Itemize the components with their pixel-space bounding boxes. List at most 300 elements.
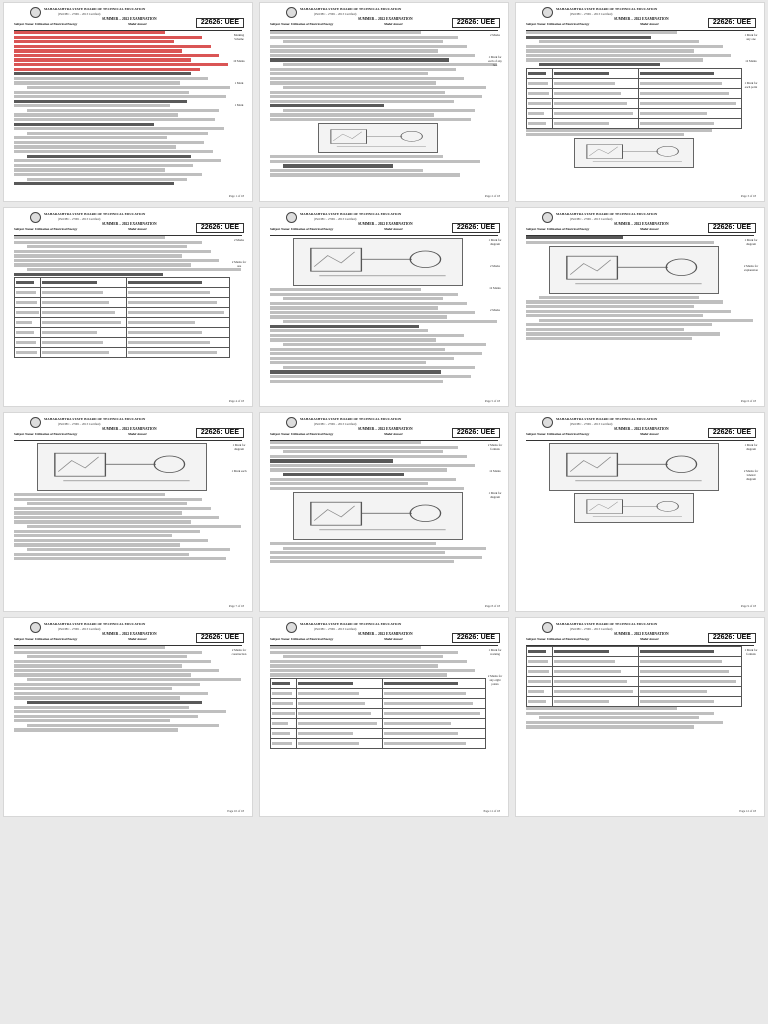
answer-text-line [270, 646, 421, 649]
question-heading-line [14, 100, 187, 103]
table-row [15, 308, 230, 318]
table-cell [126, 338, 229, 348]
cell-text-line [528, 112, 544, 115]
table-row [527, 647, 742, 657]
certification: (ISO/IEC - 27001 - 2013 Certified) [58, 12, 101, 16]
answer-text-line [14, 543, 180, 546]
answer-text-line [270, 311, 475, 314]
question-heading-line [270, 325, 419, 328]
cell-text-line [528, 650, 546, 653]
cell-text-line [272, 692, 292, 695]
table-row [15, 288, 230, 298]
board-name: MAHARASHTRA STATE BOARD OF TECHNICAL EDUCATION [300, 417, 402, 421]
table-cell [638, 647, 741, 657]
answer-text-line [526, 241, 714, 244]
table-row [271, 679, 486, 689]
table-cell [126, 288, 229, 298]
table-cell [15, 318, 41, 328]
page-body [14, 31, 230, 191]
diagram-figure [574, 138, 695, 168]
table-cell [271, 719, 297, 729]
table-row [527, 657, 742, 667]
answer-text-line [14, 54, 219, 57]
table-cell [271, 699, 297, 709]
page-header [10, 416, 246, 438]
table-cell [15, 278, 41, 288]
table-cell [15, 328, 41, 338]
table-cell [271, 739, 297, 749]
answer-text-line [539, 319, 753, 322]
answer-text-line [270, 45, 467, 48]
answer-text-line [283, 297, 443, 300]
page-number: Page 2 of 18 [484, 194, 500, 198]
marks-column [742, 648, 760, 674]
answer-text-line [14, 58, 191, 61]
model-answer-label: Model Answer [640, 22, 659, 26]
answer-text-line [14, 660, 211, 663]
page-body [526, 441, 742, 601]
answer-text-line [14, 63, 228, 66]
question-heading-line [14, 123, 154, 126]
subject-name: Subject Name: Utilization of Electrical Energy [14, 637, 78, 641]
cell-text-line [554, 690, 633, 693]
answer-text-line [526, 725, 694, 728]
table-row [271, 729, 486, 739]
table-cell [638, 687, 741, 697]
model-answer-label: Model Answer [128, 432, 147, 436]
exam-title: SUMMER – 2022 EXAMINATION [358, 427, 413, 431]
answer-page-10 [3, 617, 253, 817]
table-cell [15, 348, 41, 358]
cell-text-line [42, 301, 109, 304]
table-cell [552, 667, 638, 677]
page-header [522, 211, 758, 233]
answer-text-line [526, 133, 684, 136]
cell-text-line [640, 660, 722, 663]
marks-note: 2 Marks for construction [231, 648, 247, 656]
answer-table [14, 277, 230, 358]
answer-text-line [270, 306, 438, 309]
table-cell [126, 298, 229, 308]
certification: (ISO/IEC - 27001 - 2013 Certified) [58, 627, 101, 631]
table-cell [552, 677, 638, 687]
page-body [270, 31, 486, 191]
subject-name: Subject Name: Utilization of Electrical Energy [14, 432, 78, 436]
answer-text-line [27, 132, 208, 135]
answer-text-line [14, 31, 165, 34]
question-heading-line [14, 182, 174, 185]
diagram-figure [293, 238, 463, 286]
subject-name: Subject Name: Utilization of Electrical Energy [270, 22, 334, 26]
cell-text-line [528, 92, 549, 95]
answer-text-line [14, 113, 178, 116]
marks-note: 2 Marks [490, 33, 500, 37]
table-cell [382, 719, 485, 729]
answer-text-line [270, 118, 471, 121]
cell-text-line [128, 311, 224, 314]
table-cell [638, 667, 741, 677]
answer-text-line [283, 86, 486, 89]
cell-text-line [554, 700, 609, 703]
answer-text-line [14, 168, 165, 171]
answer-text-line [270, 380, 443, 383]
table-cell [527, 78, 553, 88]
answer-text-line [270, 155, 443, 158]
board-logo-icon [286, 417, 297, 428]
marks-note: 1 Mark for each of any two [488, 55, 502, 67]
table-cell [40, 328, 126, 338]
question-heading-line [27, 701, 202, 704]
answer-text-line [526, 49, 694, 52]
answer-text-line [14, 254, 182, 257]
answer-page-5 [259, 207, 509, 407]
page-body [270, 646, 486, 806]
question-heading-line [270, 104, 384, 107]
marks-note: 2 Marks [490, 308, 500, 312]
answer-text-line [283, 547, 486, 550]
subject-code: 22626: UEE [708, 223, 756, 233]
diagram-figure [574, 493, 695, 523]
cell-text-line [298, 722, 377, 725]
table-cell [271, 679, 297, 689]
cell-text-line [42, 351, 109, 354]
answer-text-line [270, 293, 458, 296]
cell-text-line [128, 281, 203, 284]
answer-text-line [14, 164, 193, 167]
question-heading-line [283, 164, 393, 167]
subject-name: Subject Name: Utilization of Electrical Energy [526, 432, 590, 436]
board-logo-icon [286, 212, 297, 223]
table-cell [126, 308, 229, 318]
page-number: Page 11 of 18 [483, 809, 500, 813]
answer-text-line [270, 446, 458, 449]
cell-text-line [16, 321, 32, 324]
question-heading-line [27, 155, 191, 158]
board-logo-icon [30, 212, 41, 223]
table-cell [296, 729, 382, 739]
page-number: Page 8 of 18 [484, 604, 500, 608]
cell-text-line [640, 670, 729, 673]
table-cell [15, 308, 41, 318]
cell-text-line [384, 722, 451, 725]
cell-text-line [640, 700, 715, 703]
answer-text-line [14, 692, 208, 695]
marks-note: 10 Marks [233, 59, 245, 63]
exam-title: SUMMER – 2022 EXAMINATION [358, 222, 413, 226]
cell-text-line [272, 722, 288, 725]
answer-text-line [14, 683, 200, 686]
answer-page-3 [515, 2, 765, 202]
marks-note: 1 Mark for formula [744, 648, 758, 656]
board-logo-icon [542, 212, 553, 223]
table-cell [527, 88, 553, 98]
answer-text-line [270, 77, 464, 80]
answer-text-line [14, 651, 202, 654]
answer-text-line [27, 109, 219, 112]
certification: (ISO/IEC - 27001 - 2013 Certified) [570, 422, 613, 426]
answer-text-line [270, 464, 475, 467]
board-logo-icon [30, 417, 41, 428]
board-name: MAHARASHTRA STATE BOARD OF TECHNICAL EDUCATION [44, 417, 146, 421]
answer-text-line [27, 678, 241, 681]
answer-text-line [270, 288, 421, 291]
answer-text-line [27, 178, 187, 181]
board-name: MAHARASHTRA STATE BOARD OF TECHNICAL EDUCATION [556, 622, 658, 626]
certification: (ISO/IEC - 27001 - 2013 Certified) [58, 217, 101, 221]
board-logo-icon [286, 7, 297, 18]
page-header [266, 416, 502, 438]
cell-text-line [528, 102, 551, 105]
marks-column [230, 443, 248, 491]
page-number: Page 6 of 18 [740, 399, 756, 403]
answer-page-8 [259, 412, 509, 612]
cell-text-line [640, 650, 715, 653]
table-cell [296, 739, 382, 749]
cell-text-line [554, 660, 615, 663]
marks-note: 1 Mark for working [488, 648, 502, 656]
answer-text-line [14, 81, 180, 84]
answer-text-line [270, 95, 482, 98]
cell-text-line [42, 281, 97, 284]
cell-text-line [298, 682, 353, 685]
model-answer-label: Model Answer [384, 22, 403, 26]
exam-title: SUMMER – 2022 EXAMINATION [102, 17, 157, 21]
answer-text-line [270, 441, 421, 444]
table-cell [527, 677, 553, 687]
table-cell [527, 108, 553, 118]
cell-text-line [272, 732, 290, 735]
table-cell [638, 697, 741, 707]
cell-text-line [384, 702, 473, 705]
page-number: Page 7 of 18 [228, 604, 244, 608]
table-cell [527, 687, 553, 697]
answer-text-line [270, 54, 475, 57]
marks-note: 2 Marks [234, 238, 244, 242]
answer-text-line [526, 58, 703, 61]
certification: (ISO/IEC - 27001 - 2013 Certified) [314, 422, 357, 426]
answer-text-line [14, 530, 200, 533]
answer-text-line [14, 498, 202, 501]
table-row [527, 667, 742, 677]
answer-text-line [526, 310, 731, 313]
marks-note: 1 Mark for each point [744, 81, 758, 89]
answer-text-line [526, 721, 723, 724]
model-answer-label: Model Answer [640, 637, 659, 641]
answer-text-line [283, 655, 443, 658]
cell-text-line [128, 331, 203, 334]
question-heading-line [526, 236, 623, 239]
answer-text-line [14, 77, 208, 80]
diagram-figure [293, 492, 463, 540]
answer-text-line [14, 553, 189, 556]
page-header [10, 211, 246, 233]
cell-text-line [640, 82, 722, 85]
marks-column [742, 443, 760, 499]
answer-text-line [526, 337, 692, 340]
board-name: MAHARASHTRA STATE BOARD OF TECHNICAL EDUCATION [300, 622, 402, 626]
answer-text-line [14, 520, 191, 523]
marks-note: 1 Mark for any one [744, 33, 758, 41]
answer-text-line [270, 302, 467, 305]
answer-text-line [270, 664, 438, 667]
cell-text-line [16, 341, 36, 344]
answer-text-line [27, 548, 230, 551]
answer-text-line [539, 716, 699, 719]
answer-text-line [14, 696, 180, 699]
answer-page-4 [3, 207, 253, 407]
answer-text-line [526, 300, 723, 303]
cell-text-line [272, 702, 293, 705]
table-row [271, 689, 486, 699]
answer-text-line [270, 72, 428, 75]
board-logo-icon [286, 622, 297, 633]
answer-text-line [270, 361, 426, 364]
cell-text-line [128, 291, 210, 294]
answer-text-line [14, 507, 211, 510]
subject-code: 22626: UEE [452, 223, 500, 233]
cell-text-line [640, 92, 729, 95]
cell-text-line [384, 692, 466, 695]
answer-text-line [283, 63, 497, 66]
page-header [266, 6, 502, 28]
cell-text-line [640, 690, 707, 693]
table-cell [382, 679, 485, 689]
page-body [14, 646, 230, 806]
answer-text-line [270, 169, 423, 172]
exam-title: SUMMER – 2022 EXAMINATION [614, 17, 669, 21]
certification: (ISO/IEC - 27001 - 2013 Certified) [570, 12, 613, 16]
page-number: Page 9 of 18 [740, 604, 756, 608]
answer-text-line [27, 268, 241, 271]
model-answer-label: Model Answer [384, 637, 403, 641]
marks-note: 1 Mark for diagram [488, 238, 502, 246]
table-row [527, 118, 742, 128]
answer-text-line [539, 296, 699, 299]
answer-text-line [14, 715, 198, 718]
cell-text-line [128, 301, 217, 304]
answer-text-line [270, 100, 454, 103]
subject-code: 22626: UEE [452, 428, 500, 438]
answer-text-line [270, 556, 482, 559]
cell-text-line [128, 341, 210, 344]
table-row [271, 709, 486, 719]
answer-text-line [14, 539, 208, 542]
answer-page-12 [515, 617, 765, 817]
table-row [527, 88, 742, 98]
cell-text-line [16, 301, 37, 304]
table-cell [638, 677, 741, 687]
answer-text-line [526, 332, 720, 335]
table-cell [638, 108, 741, 118]
answer-page-9 [515, 412, 765, 612]
diagram-figure [549, 443, 719, 491]
cell-text-line [298, 732, 353, 735]
cell-text-line [384, 682, 459, 685]
table-cell [40, 348, 126, 358]
certification: (ISO/IEC - 27001 - 2013 Certified) [314, 627, 357, 631]
certification: (ISO/IEC - 27001 - 2013 Certified) [314, 12, 357, 16]
cell-text-line [640, 680, 736, 683]
table-cell [638, 657, 741, 667]
subject-name: Subject Name: Utilization of Electrical Energy [270, 432, 334, 436]
exam-title: SUMMER – 2022 EXAMINATION [614, 427, 669, 431]
answer-text-line [270, 338, 436, 341]
answer-text-line [270, 673, 447, 676]
cell-text-line [42, 291, 103, 294]
table-cell [40, 308, 126, 318]
marks-column [230, 238, 248, 286]
answer-text-line [14, 673, 191, 676]
answer-text-line [270, 551, 445, 554]
marks-column [742, 33, 760, 107]
cell-text-line [554, 670, 621, 673]
answer-text-line [14, 49, 182, 52]
answer-text-line [270, 542, 436, 545]
cell-text-line [42, 341, 103, 344]
answer-text-line [270, 660, 467, 663]
cell-text-line [272, 712, 295, 715]
answer-text-line [270, 651, 458, 654]
marks-column [486, 443, 504, 517]
exam-title: SUMMER – 2022 EXAMINATION [102, 427, 157, 431]
answer-text-line [14, 719, 170, 722]
cell-text-line [298, 742, 359, 745]
board-name: MAHARASHTRA STATE BOARD OF TECHNICAL EDUCATION [556, 212, 658, 216]
answer-text-line [270, 173, 460, 176]
table-cell [552, 697, 638, 707]
table-cell [552, 98, 638, 108]
cell-text-line [640, 112, 707, 115]
table-cell [296, 679, 382, 689]
answer-text-line [14, 68, 200, 71]
marks-note: 1 Mark each [231, 469, 247, 473]
answer-table [526, 68, 742, 129]
page-body [14, 236, 230, 396]
answer-text-line [27, 502, 187, 505]
cell-text-line [16, 311, 39, 314]
answer-text-line [270, 36, 458, 39]
table-cell [126, 348, 229, 358]
answer-text-line [526, 45, 723, 48]
subject-code: 22626: UEE [196, 633, 244, 643]
board-logo-icon [30, 622, 41, 633]
cell-text-line [554, 72, 609, 75]
table-row [527, 697, 742, 707]
table-cell [527, 697, 553, 707]
answer-text-line [270, 315, 447, 318]
answer-text-line [14, 118, 215, 121]
subject-name: Subject Name: Utilization of Electrical Energy [526, 22, 590, 26]
table-cell [638, 118, 741, 128]
cell-text-line [528, 670, 549, 673]
exam-title: SUMMER – 2022 EXAMINATION [614, 632, 669, 636]
answer-text-line [14, 136, 167, 139]
table-row [527, 687, 742, 697]
board-logo-icon [542, 622, 553, 633]
question-heading-line [14, 273, 163, 276]
table-cell [552, 78, 638, 88]
table-row [15, 298, 230, 308]
table-cell [126, 328, 229, 338]
page-number: Page 1 of 18 [228, 194, 244, 198]
answer-text-line [14, 45, 211, 48]
answer-text-line [270, 468, 447, 471]
answer-text-line [270, 669, 475, 672]
page-header [266, 621, 502, 643]
answer-page-2 [259, 2, 509, 202]
answer-text-line [14, 141, 204, 144]
answer-text-line [270, 49, 438, 52]
